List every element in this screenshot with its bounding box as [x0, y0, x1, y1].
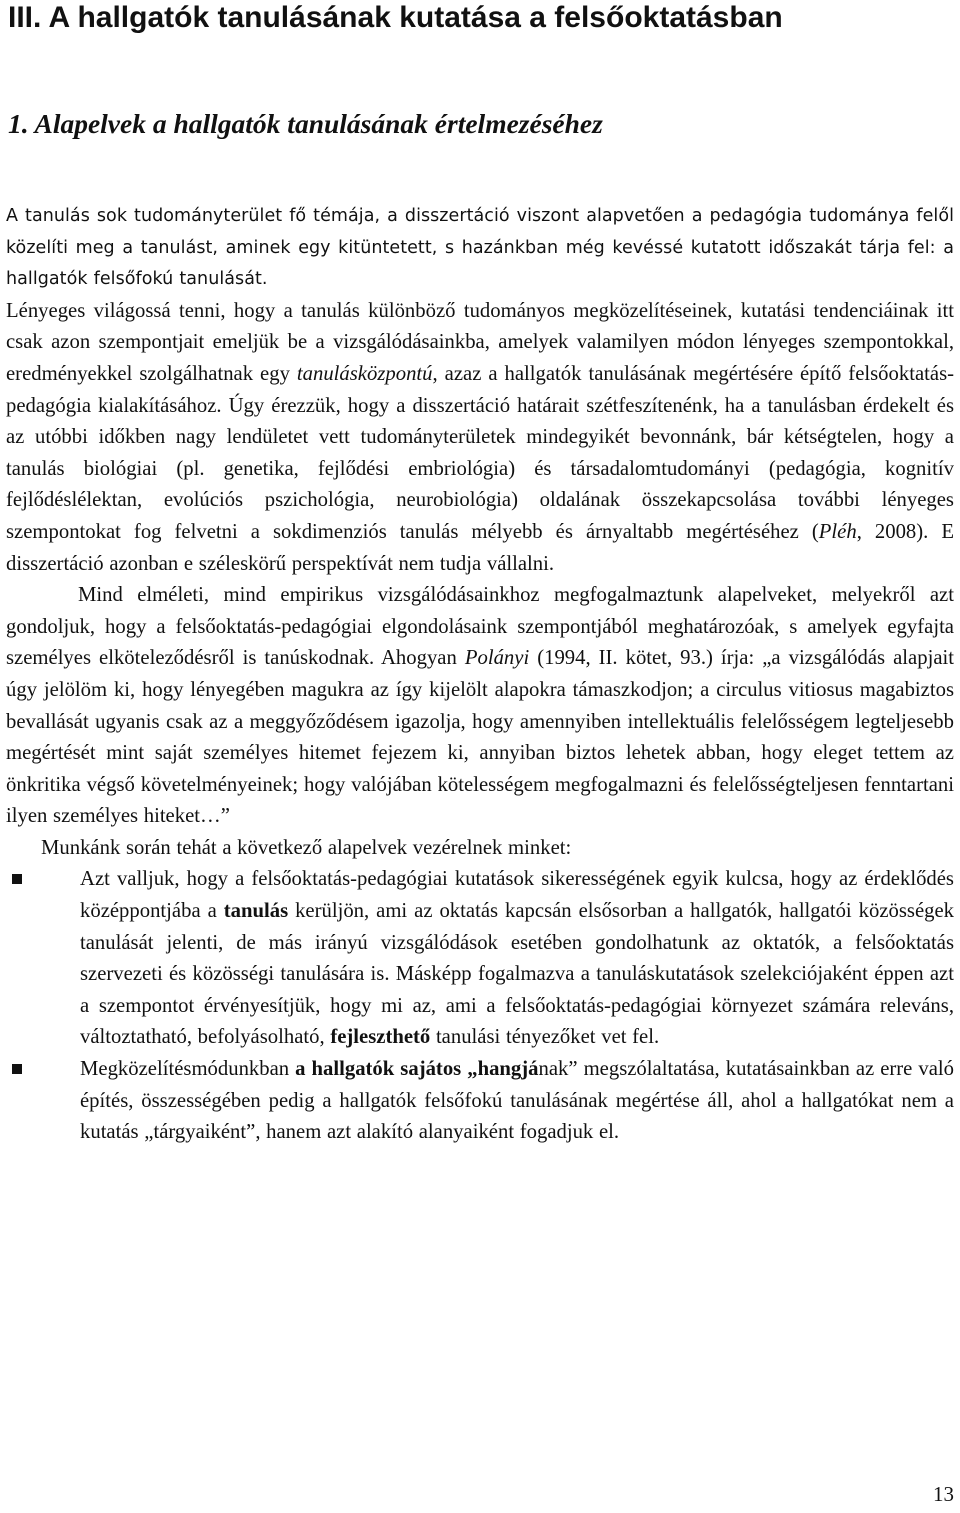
citation-author: Pléh — [818, 520, 857, 543]
paragraph-scope-text-a: Lényeges világossá tenni, hogy a tanulás különböző tudományos megközelítéseinek, kutatási tendenciáinak itt csak azon szempontjait emeljük be a vizsgálódásainkba, amelyek valamilyen módon lényeges szempontokkal, eredményekkel szolgálhatnak egy — [6, 299, 954, 385]
quotation-text: (1994, II. kötet, 93.) írja: „a vizsgálódás alapjait úgy jelölöm ki, hogy lényegében magukra az így kijelölt alapokra támaszkodjon; a circulus vitiosus magabiztos bevallását ugyanis csak az a meggyőződésem igazolja, hogy amennyiben intellektuális felelősségem legteljesebb megértését mint saját személyes hitemet fejezem ki, annyiban biztos lehetek abban, hogy eleget tettem az önkritika végső követelményeinek; hogy valójában kötelességem megfogalmazni és felelősségteljesen fenntartani ilyen személyes hiteket…” — [6, 647, 954, 828]
square-bullet-icon — [12, 874, 22, 884]
list-item-text-b: nak” megszólaltatása, kutatásainkban az erre való építés, összességében pedig a hallgatók felsőfokú tanulásának megértése áll, ahol a hallgatókat nem a kutatás „tárgyaiként”, hanem azt alakító alanyaiként fogadjuk el. — [80, 1058, 954, 1144]
body-text — [6, 201, 954, 1149]
principles-list — [6, 864, 954, 1148]
emphasis-bold: a hallgatók sajátos „hangjá — [295, 1058, 539, 1081]
list-item — [6, 1054, 954, 1149]
emphasis-bold: tanulás — [223, 900, 289, 923]
list-item-text-a: Azt valljuk, hogy a felsőoktatás-pedagógiai kutatások sikerességének egyik kulcsa, hogy az érdeklődés középpontjába a — [80, 868, 954, 923]
emphasis-term: tanulásközpontú — [296, 362, 433, 385]
list-item — [6, 864, 954, 1054]
citation-author: Polányi — [464, 647, 530, 670]
paragraph-principles-text-a: Mind elméleti, mind empirikus vizsgálódásainkhoz megfogalmaztunk alapelveket, melyekről azt gondoljuk, hogy a felsőoktatás-pedagógiai elgondolásaink szempontjából meghatározóak, s amelyek egyfajta személyes elköteleződésről is tanúskodnak. Ahogyan — [6, 584, 954, 670]
list-item-text-a: Megközelítésmódunkban — [80, 1058, 296, 1081]
list-item-text-b: kerüljön, ami az oktatás kapcsán elsősorban a hallgatók, hallgatói közösségek tanulását jelenti, de más irányú vizsgálódások esetében gondolhatunk az oktatók, a felsőoktatás szervezeti és közösségi tanulására is. Másképp fogalmazva a tanuláskutatások szelekciójaként éppen azt a szempontot érvényesítjük, hogy mi az, ami a felsőoktatás-pedagógiai környezet számára releváns, változtatható, befolyásolható, — [80, 900, 954, 1049]
section-title: 1. Alapelvek a hallgatók tanulásának értelmezéséhez — [8, 108, 603, 139]
paragraph-scope-text-c: , 2008). E disszertáció azonban e széleskörű perspektívát nem tudja vállalni. — [6, 520, 954, 575]
paragraph-intro: A tanulás sok tudományterület fő témája, a disszertáció viszont alapvetően a pedagógia tudománya felől közelíti meg a tanulást, aminek egy kitüntetett, s hazánkban még kevéssé kutatott időszakát tárja fel: a hallgatók felsőfokú tanulását. — [6, 206, 954, 290]
square-bullet-icon — [12, 1064, 22, 1074]
emphasis-bold: fejleszthető — [330, 1026, 431, 1049]
list-item-text-c: tanulási tényezőket vet fel. — [430, 1026, 660, 1049]
paragraph-lead-in: Munkánk során tehát a következő alapelvek vezérelnek minket: — [41, 836, 572, 859]
paragraph-principles — [6, 580, 954, 833]
paragraph-scope — [6, 296, 954, 580]
chapter-title: III. A hallgatók tanulásának kutatása a felsőoktatásban — [8, 1, 783, 34]
paragraph-scope-text-b: , azaz a hallgatók tanulásának megértésére építő felsőoktatás-pedagógia kialakításához. Úgy érezzük, hogy a disszertáció határait szétfeszítenénk, ha a tanulásban érdekelt és az utóbbi időkben nagy lendületet vett tudományterületek mindegyikét bevonnánk, bár kétségtelen, hogy a tanulás biológiai (pl. genetika, fejlődési embriológia) és társadalomtudományi (pedagógia, kognitív fejlődéslélektan, evolúciós pszichológia, neurobiológia) oldalának összekapcsolása további lényeges szempontokat fog felvetni a sokdimenziós tanulás mélyebb és árnyaltabb megértéséhez ( — [6, 362, 955, 543]
page-number: 13 — [933, 1482, 954, 1506]
